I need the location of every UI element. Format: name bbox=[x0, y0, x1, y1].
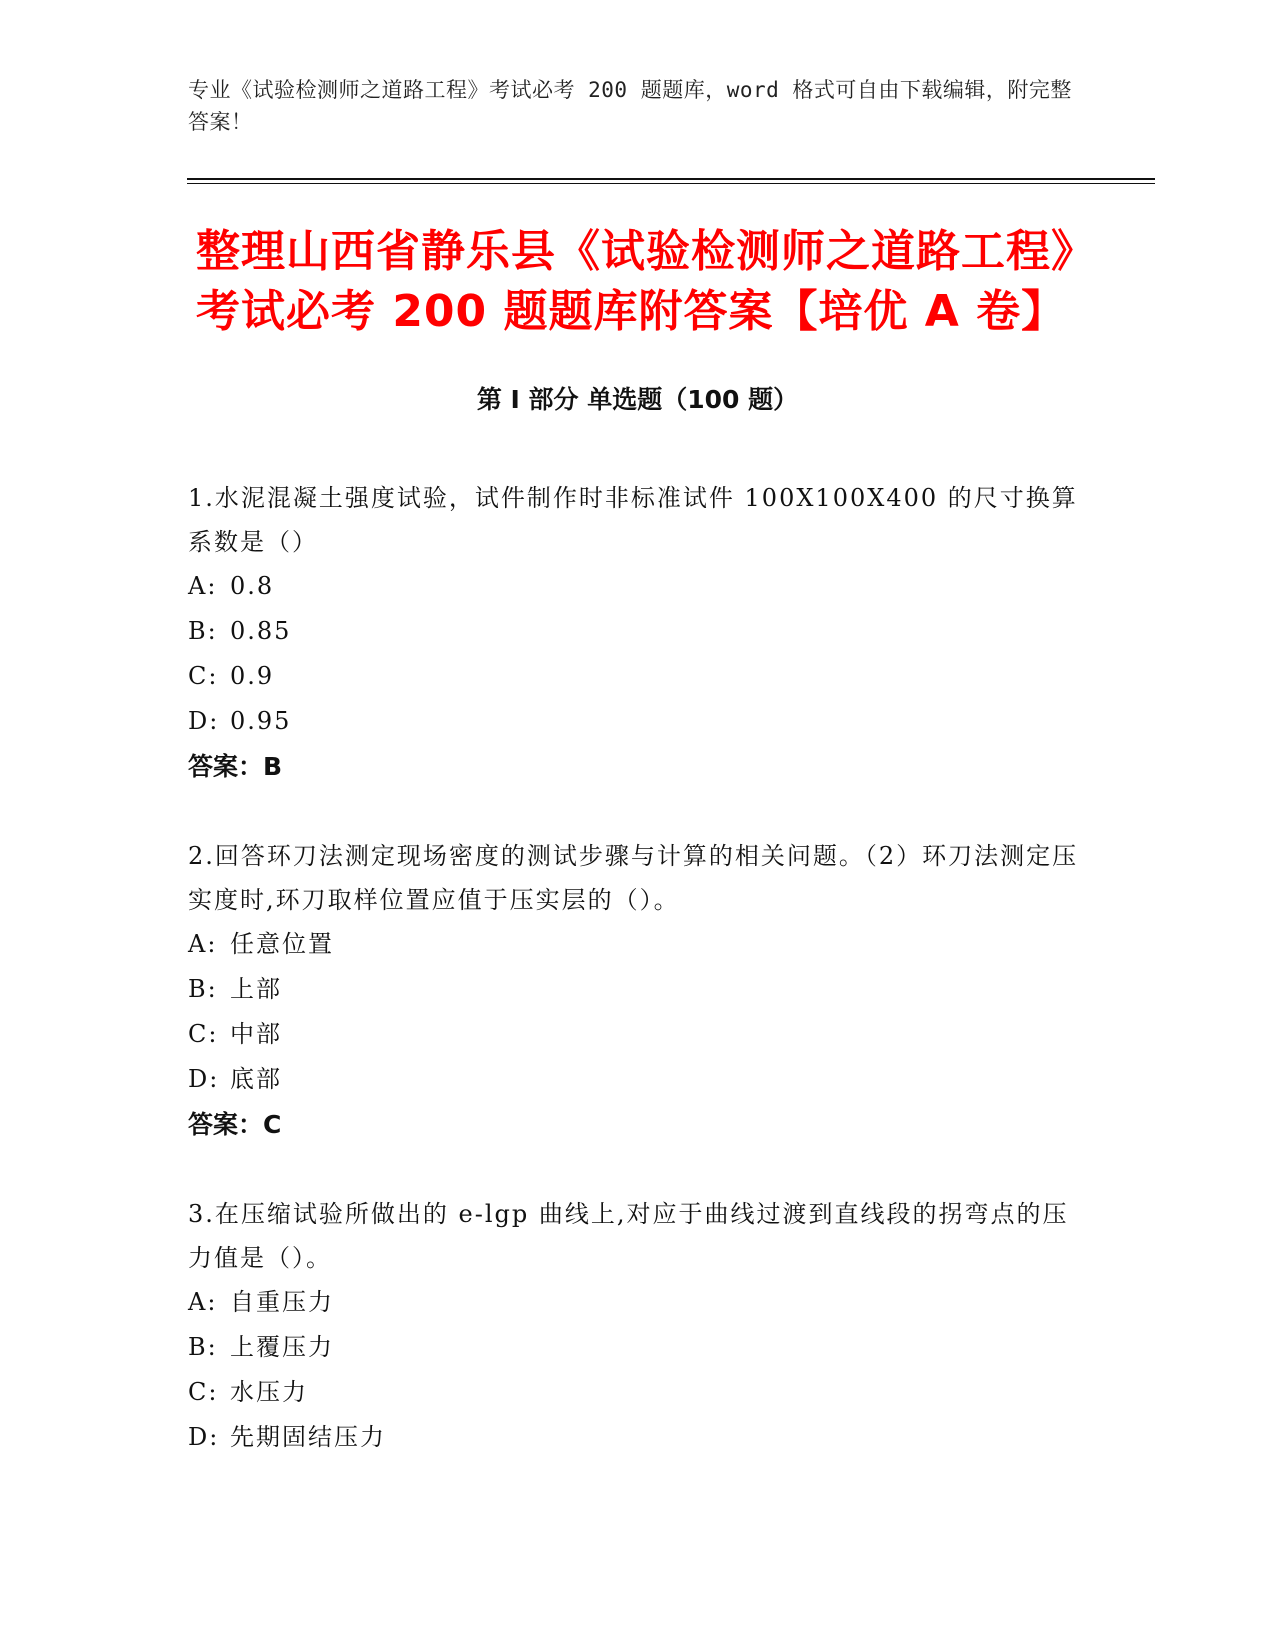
header-note: 专业《试验检测师之道路工程》考试必考 200 题题库，word 格式可自由下载编辑，附完整答案！ bbox=[188, 78, 1072, 134]
option-b bbox=[188, 1325, 1088, 1370]
option-letter: B: bbox=[188, 617, 218, 645]
question-stem: 2.回答环刀法测定现场密度的测试步骤与计算的相关问题。（2）环刀法测定压实度时,环刀取样位置应值于压实层的（）。 bbox=[188, 842, 1079, 914]
option-letter: C: bbox=[188, 1020, 219, 1048]
option-d bbox=[188, 1415, 1088, 1460]
option-c bbox=[188, 1370, 1088, 1415]
question-stem: 1.水泥混凝土强度试验，试件制作时非标准试件 100X100X400 的尺寸换算系数是（） bbox=[188, 484, 1078, 556]
question-1 bbox=[188, 476, 1088, 790]
section-heading: 第 I 部分 单选题（100 题） bbox=[476, 385, 799, 414]
option-text: 0.95 bbox=[230, 707, 292, 735]
question-list bbox=[188, 476, 1088, 1504]
option-c bbox=[188, 1012, 1088, 1057]
option-b bbox=[188, 967, 1088, 1012]
document-title: 整理山西省静乐县《试验检测师之道路工程》考试必考 200 题题库附答案【培优 A 卷】 bbox=[196, 226, 1096, 337]
option-a bbox=[188, 922, 1088, 967]
option-text: 水压力 bbox=[230, 1378, 308, 1406]
option-a bbox=[188, 1280, 1088, 1325]
option-letter: A: bbox=[188, 930, 218, 958]
option-letter: D: bbox=[188, 1065, 220, 1093]
option-d bbox=[188, 1057, 1088, 1102]
option-text: 任意位置 bbox=[230, 930, 334, 958]
option-text: 上部 bbox=[230, 975, 282, 1003]
option-b bbox=[188, 609, 1088, 654]
option-letter: A: bbox=[188, 572, 218, 600]
option-text: 0.8 bbox=[230, 572, 275, 600]
option-text: 中部 bbox=[230, 1020, 282, 1048]
header-divider-thick bbox=[187, 178, 1155, 180]
option-d bbox=[188, 699, 1088, 744]
option-text: 底部 bbox=[230, 1065, 282, 1093]
answer-line: 答案：C bbox=[188, 1110, 282, 1139]
option-text: 自重压力 bbox=[230, 1288, 334, 1316]
option-letter: D: bbox=[188, 1423, 220, 1451]
option-text: 上覆压力 bbox=[230, 1333, 334, 1361]
option-letter: B: bbox=[188, 975, 218, 1003]
option-letter: B: bbox=[188, 1333, 218, 1361]
question-3 bbox=[188, 1192, 1088, 1460]
option-letter: C: bbox=[188, 1378, 219, 1406]
option-a bbox=[188, 564, 1088, 609]
question-2 bbox=[188, 834, 1088, 1148]
option-c bbox=[188, 654, 1088, 699]
header-divider-thin bbox=[187, 183, 1155, 184]
option-letter: A: bbox=[188, 1288, 218, 1316]
option-text: 先期固结压力 bbox=[230, 1423, 386, 1451]
option-text: 0.85 bbox=[230, 617, 292, 645]
option-text: 0.9 bbox=[230, 662, 275, 690]
option-letter: D: bbox=[188, 707, 220, 735]
answer-line: 答案：B bbox=[188, 752, 283, 781]
option-letter: C: bbox=[188, 662, 219, 690]
question-stem: 3.在压缩试验所做出的 e-lgp 曲线上,对应于曲线过渡到直线段的拐弯点的压力值是（）。 bbox=[188, 1200, 1069, 1272]
